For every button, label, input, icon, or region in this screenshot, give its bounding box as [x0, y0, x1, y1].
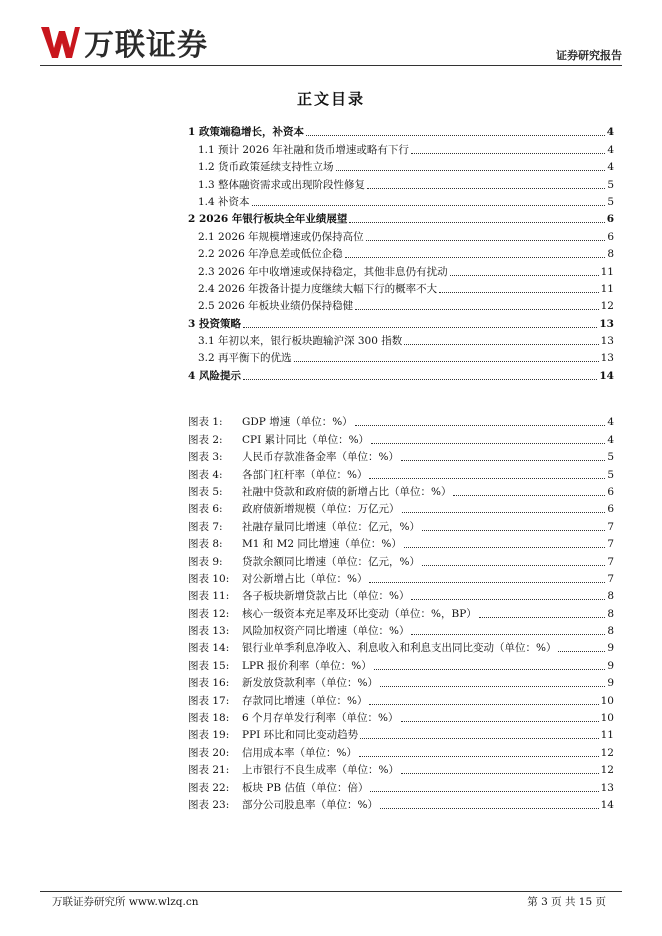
figure-title: 人民币存款准备金率（单位：%）	[242, 451, 399, 464]
dot-leader	[345, 257, 606, 258]
figure-entry-text	[188, 502, 400, 516]
dot-leader	[558, 651, 605, 652]
figure-number: 图表 14:	[188, 642, 230, 655]
dot-leader	[439, 292, 599, 293]
figure-title: 板块 PB 估值（单位：倍）	[242, 781, 369, 794]
dot-leader	[453, 495, 605, 496]
figure-entry-page: 6	[607, 485, 614, 498]
figure-entry-page: 7	[607, 572, 614, 585]
toc-entry-page: 6	[606, 213, 614, 226]
figure-entry-page: 9	[607, 642, 614, 655]
figure-entry[interactable]	[188, 742, 614, 759]
toc-entry[interactable]	[188, 209, 614, 226]
dot-leader	[404, 344, 598, 345]
brand-logo	[40, 20, 208, 64]
toc-entry[interactable]	[188, 122, 614, 139]
figure-entry-text	[188, 624, 409, 638]
toc-entry-label: 1.2 货币政策延续支持性立场	[198, 161, 334, 174]
figure-entry-page: 7	[607, 520, 614, 533]
figure-number: 图表 4:	[188, 468, 223, 481]
figure-title: CPI 累计同比（单位：%）	[242, 433, 370, 446]
figure-number: 图表 23:	[188, 798, 230, 811]
figure-entry-text	[188, 728, 358, 742]
figure-entry[interactable]	[188, 603, 614, 620]
figure-entry[interactable]	[188, 569, 614, 586]
figure-title: 政府债新增规模（单位：万亿元）	[242, 503, 400, 516]
figure-entry[interactable]	[188, 777, 614, 794]
figure-entry-page: 6	[607, 503, 614, 516]
figure-entry-text	[188, 711, 399, 725]
toc-entry-label: 1.4 补资本	[198, 195, 250, 208]
figure-entry-page: 5	[607, 468, 614, 481]
figure-title: 社融存量同比增速（单位：亿元，%）	[242, 520, 420, 533]
toc-list	[188, 122, 614, 383]
figure-entry-text	[188, 607, 477, 621]
toc-entry-label: 2.2 2026 年净息差或低位企稳	[198, 248, 343, 261]
figure-entry-text	[188, 781, 368, 795]
figure-entry-page: 9	[607, 677, 614, 690]
figure-number: 图表 21:	[188, 764, 230, 777]
toc-entry-label: 3.1 年初以来，银行板块跑输沪深 300 指数	[198, 335, 403, 348]
dot-leader	[450, 275, 599, 276]
figure-entry[interactable]	[188, 725, 614, 742]
toc-entry[interactable]	[188, 157, 614, 174]
figure-title: 上市银行不良生成率（单位：%）	[242, 764, 399, 777]
figure-entry[interactable]	[188, 673, 614, 690]
figure-number: 图表 8:	[188, 538, 223, 551]
figure-entry[interactable]	[188, 708, 614, 725]
toc-entry-label: 1 政策端稳增长，补资本	[188, 126, 304, 139]
dot-leader	[422, 565, 605, 566]
figure-entry-page: 4	[607, 433, 614, 446]
figure-number: 图表 18:	[188, 712, 230, 725]
dot-leader	[404, 547, 605, 548]
figure-entry[interactable]	[188, 412, 614, 429]
toc-entry[interactable]	[188, 331, 614, 348]
toc-entry-page: 8	[607, 248, 614, 261]
footer-institute: 万联证券研究所 www.wlzq.cn	[52, 896, 199, 908]
figure-entry-page: 8	[607, 625, 614, 638]
dot-leader	[336, 170, 606, 171]
brand-name: 万联证券	[84, 28, 208, 63]
figure-number: 图表 3:	[188, 451, 223, 464]
wanlian-logo-icon	[40, 22, 80, 62]
toc-entry-page: 13	[599, 317, 614, 330]
figure-entry-page: 5	[607, 451, 614, 464]
figure-entry-text	[188, 555, 420, 569]
toc-entry-label: 4 风险提示	[188, 369, 241, 382]
toc-entry-label: 2.3 2026 年中收增速或保持稳定，其他非息仍有扰动	[198, 265, 448, 278]
dot-leader	[252, 205, 606, 206]
page-number: 第 3 页 共 15 页	[527, 896, 606, 908]
figure-entry-page: 4	[607, 416, 614, 429]
figure-title: LPR 报价利率（单位：%）	[242, 659, 372, 672]
figure-title: 6 个月存单发行利率（单位：%）	[242, 712, 399, 725]
dot-leader	[294, 361, 599, 362]
toc-entry-label: 1.3 整体融资需求或出现阶段性修复	[198, 178, 366, 191]
dot-leader	[370, 791, 598, 792]
dot-leader	[369, 582, 605, 583]
dot-leader	[401, 773, 599, 774]
figure-title: 风险加权资产同比增速（单位：%）	[242, 625, 410, 638]
figure-number: 图表 1:	[188, 416, 223, 429]
figure-entry-text	[188, 520, 420, 534]
toc-entry-label: 2 2026 年银行板块全年业绩展望	[188, 213, 348, 226]
dot-leader	[380, 686, 605, 687]
figure-number: 图表 11:	[188, 590, 230, 603]
figure-number: 图表 17:	[188, 694, 230, 707]
figure-entry-text	[188, 415, 353, 429]
toc-entry-page: 14	[599, 369, 614, 382]
toc-entry-page: 11	[600, 265, 614, 278]
dot-leader	[349, 222, 604, 223]
figure-entry-text	[188, 450, 399, 464]
figure-title: GDP 增速（单位：%）	[242, 416, 353, 429]
dot-leader	[243, 327, 597, 328]
figure-entry[interactable]	[188, 690, 614, 707]
dot-leader	[374, 669, 606, 670]
figure-title: 社融中贷款和政府债的新增占比（单位：%）	[242, 485, 452, 498]
footer-divider	[40, 891, 622, 892]
figure-title: 核心一级资本充足率及环比变动（单位：%，BP）	[242, 607, 477, 620]
figure-number: 图表 10:	[188, 572, 230, 585]
toc-entry-label: 2.5 2026 年板块业绩仍保持稳健	[198, 300, 354, 313]
toc-entry[interactable]	[188, 313, 614, 330]
toc-entry[interactable]	[188, 244, 614, 261]
dot-leader	[243, 379, 597, 380]
figure-title: 银行业单季利息净收入、利息收入和利息支出同比变动（单位：%）	[242, 642, 557, 655]
toc-entry-label: 3.2 再平衡下的优选	[198, 352, 292, 365]
figure-entry-page: 7	[607, 538, 614, 551]
toc-entry[interactable]	[188, 348, 614, 365]
figure-entry-page: 8	[607, 590, 614, 603]
figure-entry-page: 13	[600, 781, 614, 794]
figure-entry[interactable]	[188, 429, 614, 446]
dot-leader	[366, 240, 606, 241]
dot-leader	[371, 443, 605, 444]
dot-leader	[411, 153, 605, 154]
figure-entry-page: 12	[600, 764, 614, 777]
figure-entry-text	[188, 641, 556, 655]
figure-title: 贷款余额同比增速（单位：亿元，%）	[242, 555, 420, 568]
dot-leader	[422, 530, 605, 531]
figure-number: 图表 7:	[188, 520, 223, 533]
figure-entry[interactable]	[188, 534, 614, 551]
toc-entry[interactable]	[188, 226, 614, 243]
figure-entry-text	[188, 485, 451, 499]
toc-entry-page: 5	[607, 178, 614, 191]
toc-entry-page: 4	[607, 161, 614, 174]
dot-leader	[411, 599, 605, 600]
figure-number: 图表 5:	[188, 485, 223, 498]
figure-entry-page: 10	[600, 712, 614, 725]
figure-entry-text	[188, 537, 402, 551]
figure-title: 信用成本率（单位：%）	[242, 746, 357, 759]
figure-entry-text	[188, 468, 367, 482]
figure-title: 各部门杠杆率（单位：%）	[242, 468, 368, 481]
dot-leader	[369, 704, 598, 705]
figure-number: 图表 20:	[188, 746, 230, 759]
figure-number: 图表 16:	[188, 677, 230, 690]
dot-leader	[359, 756, 599, 757]
figure-entry[interactable]	[188, 621, 614, 638]
figure-entry[interactable]	[188, 586, 614, 603]
toc-entry[interactable]	[188, 296, 614, 313]
report-type-label: 证券研究报告	[556, 49, 622, 62]
figure-entry-page: 12	[600, 746, 614, 759]
dot-leader	[401, 460, 605, 461]
toc-entry[interactable]	[188, 279, 614, 296]
figure-entry-text	[188, 746, 357, 760]
figure-entry-text	[188, 659, 372, 673]
toc-entry-page: 11	[600, 282, 614, 295]
toc-entry-page: 4	[606, 126, 614, 139]
figure-number: 图表 9:	[188, 555, 223, 568]
dot-leader	[369, 478, 605, 479]
figure-title: M1 和 M2 同比增速（单位：%）	[242, 538, 402, 551]
toc-entry-page: 13	[600, 352, 614, 365]
figure-list	[188, 412, 614, 812]
toc-entry-label: 2.4 2026 年拨备计提力度继续大幅下行的概率不大	[198, 282, 438, 295]
figure-entry-page: 11	[600, 729, 614, 742]
toc-title: 正文目录	[296, 90, 365, 108]
figure-entry-page: 10	[600, 694, 614, 707]
toc-entry[interactable]	[188, 139, 614, 156]
figure-number: 图表 12:	[188, 607, 230, 620]
toc-entry-page: 5	[607, 195, 614, 208]
figure-entry-text	[188, 433, 369, 447]
figure-entry-text	[188, 694, 367, 708]
figure-entry-page: 7	[607, 555, 614, 568]
dot-leader	[479, 617, 606, 618]
figure-entry[interactable]	[188, 516, 614, 533]
figure-number: 图表 22:	[188, 781, 230, 794]
toc-entry[interactable]	[188, 192, 614, 209]
figure-title: 各子板块新增贷款占比（单位：%）	[242, 590, 410, 603]
figure-entry-page: 8	[607, 607, 614, 620]
figure-entry[interactable]	[188, 447, 614, 464]
figure-entry[interactable]	[188, 482, 614, 499]
figure-number: 图表 19:	[188, 729, 230, 742]
dot-leader	[367, 188, 605, 189]
figure-title: 存款同比增速（单位：%）	[242, 694, 368, 707]
dot-leader	[355, 309, 599, 310]
figure-title: 新发放贷款利率（单位：%）	[242, 677, 378, 690]
dot-leader	[355, 425, 606, 426]
figure-entry[interactable]	[188, 638, 614, 655]
figure-entry-text	[188, 763, 399, 777]
toc-entry-page: 13	[600, 335, 614, 348]
figure-title: 对公新增占比（单位：%）	[242, 572, 368, 585]
header-divider	[40, 65, 622, 66]
figure-entry[interactable]	[188, 760, 614, 777]
figure-entry[interactable]	[188, 655, 614, 672]
toc-entry-page: 12	[600, 300, 614, 313]
toc-entry[interactable]	[188, 365, 614, 382]
figure-title: 部分公司股息率（单位：%）	[242, 798, 378, 811]
figure-number: 图表 6:	[188, 503, 223, 516]
dot-leader	[401, 721, 599, 722]
figure-entry[interactable]	[188, 795, 614, 812]
toc-entry-label: 1.1 预计 2026 年社融和货币增速或略有下行	[198, 143, 409, 156]
figure-entry-text	[188, 589, 409, 603]
dot-leader	[411, 634, 605, 635]
dot-leader	[380, 808, 599, 809]
toc-entry-page: 6	[607, 230, 614, 243]
toc-entry[interactable]	[188, 174, 614, 191]
figure-entry-text	[188, 676, 378, 690]
figure-entry[interactable]	[188, 499, 614, 516]
figure-entry[interactable]	[188, 551, 614, 568]
dot-leader	[360, 738, 599, 739]
figure-title: PPI 环比和同比变动趋势	[242, 729, 359, 742]
figure-number: 图表 2:	[188, 433, 223, 446]
figure-number: 图表 13:	[188, 625, 230, 638]
figure-entry-page: 9	[607, 659, 614, 672]
toc-entry-label: 3 投资策略	[188, 317, 241, 330]
toc-entry-label: 2.1 2026 年规模增速或仍保持高位	[198, 230, 364, 243]
toc-entry[interactable]	[188, 261, 614, 278]
figure-entry[interactable]	[188, 464, 614, 481]
figure-number: 图表 15:	[188, 659, 230, 672]
dot-leader	[306, 135, 605, 136]
figure-entry-page: 14	[600, 798, 614, 811]
figure-entry-text	[188, 798, 378, 812]
dot-leader	[402, 512, 606, 513]
figure-entry-text	[188, 572, 367, 586]
toc-entry-page: 4	[607, 143, 614, 156]
